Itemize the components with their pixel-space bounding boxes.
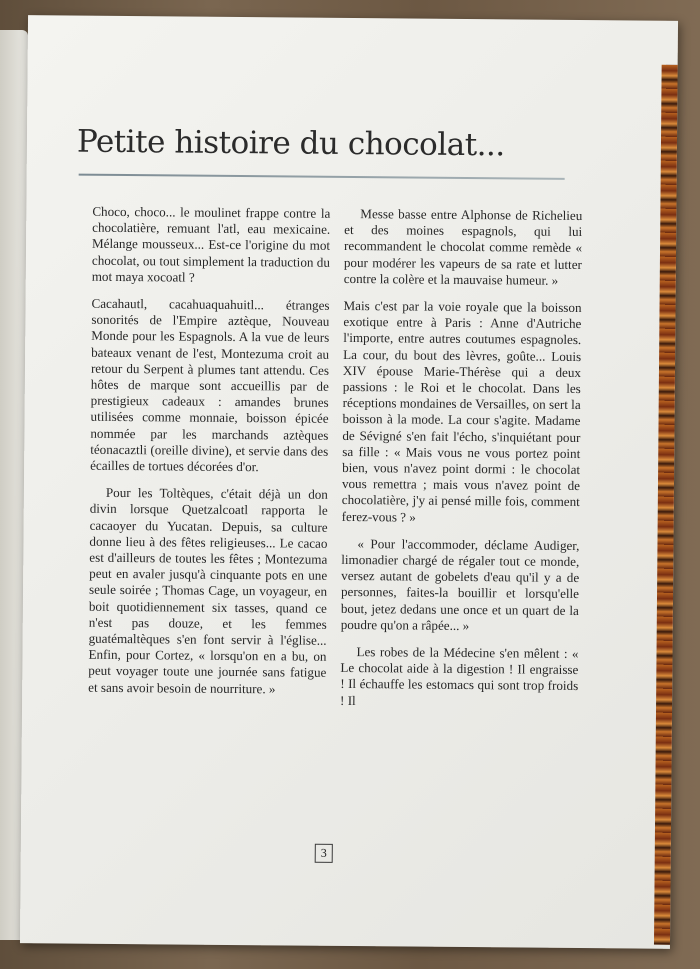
right-paragraph-2: Mais c'est par la voie royale que la boisson exotique entre à Paris : Anne d'Autriche l'importe, entre autres coutumes espagnoles. La cour, du bout des lèvres, goûte... Louis XIV épouse Marie-Thérèse qui a deux passions : le Roi et le chocolat. Dans les réceptions mondaines de Versailles, on sert la boisson à la mode. La cour s'agite. Madame de Sévigné s'en fait l'écho, s'inquiétant pour sa fille : « Mais vous ne vous portez point bien, vous n'avez point dormi : le chocolat vous remettra ; mais vous n'avez point de chocolatière, j'y ai pensé mille fois, comment ferez-vous ? »: [341, 297, 582, 525]
left-paragraph-3: Pour les Toltèques, c'était déjà un don divin lorsque Quetzalcoatl rapporta le cacaoyer du Yucatan. Depuis, sa culture donne lieu à des fêtes religieuses... Le cacao est d'ailleurs de toutes les fêtes ; Montezuma peut en avaler jusqu'à cinquante pots en une seule soirée ; Thomas Cage, un voyageur, en boit quotidiennement six tasses, quand ce n'est pas douze, et les femmes guatémaltèques s'en font servir à l'église... Enfin, pour Cortez, « lorsqu'on en a bu, on peut voyager toute une journée sans fatigue et sans avoir besoin de nourriture. »: [88, 485, 328, 697]
booklet-page: [20, 15, 678, 949]
left-paragraph-2: Cacahautl, cacahuaquahuitl... étranges sonorités de l'Empire aztèque, Nouveau Monde pour les Espagnols. A la vue de leurs bateaux venant de l'est, Montezuma croit au retour du Serpent à plumes tant attendu. Ces hôtes de marque sont accueillis par de prestigieux cadeaux : amandes brunes utilisées comme monnaie, boisson épicée nommée par les marchands aztèques téonacaztli (oreille divine), et servie dans des écailles de tortues décorées d'or.: [90, 295, 330, 475]
right-column: [340, 206, 582, 722]
page-title: Petite histoire du chocolat...: [76, 123, 505, 164]
right-paragraph-4: Les robes de la Médecine s'en mêlent : « Le chocolat aide à la digestion ! Il engraisse ! Il échauffe les estomacs qui sont trop froids ! Il: [340, 644, 579, 708]
right-paragraph-3: « Pour l'accommoder, déclame Audiger, limonadier chargé de régaler tout ce monde, versez autant de gobelets d'eau qu'il y a de personnes, faites-la bouillir et lorsqu'elle bout, jetez dedans une once et un quart de la poudre qu'on a râpée... »: [340, 535, 580, 633]
left-paragraph-1: Choco, choco... le moulinet frappe contre la chocolatière, remuant l'atl, eau mexicaine. Mélange mousseux... Est-ce l'origine du mot chocolat, ou tout simplement la traduction du mot maya xocoatl ?: [91, 203, 331, 285]
left-column: [88, 204, 330, 709]
title-underline: [79, 174, 565, 180]
right-paragraph-1: Messe basse entre Alphonse de Richelieu et des moines espagnols, qui lui recommandent le chocolat comme remède « pour modérer les vapeurs de sa rate et lutter contre la colère et la mauvaise humeur. »: [343, 206, 583, 288]
page-number: 3: [315, 844, 333, 863]
